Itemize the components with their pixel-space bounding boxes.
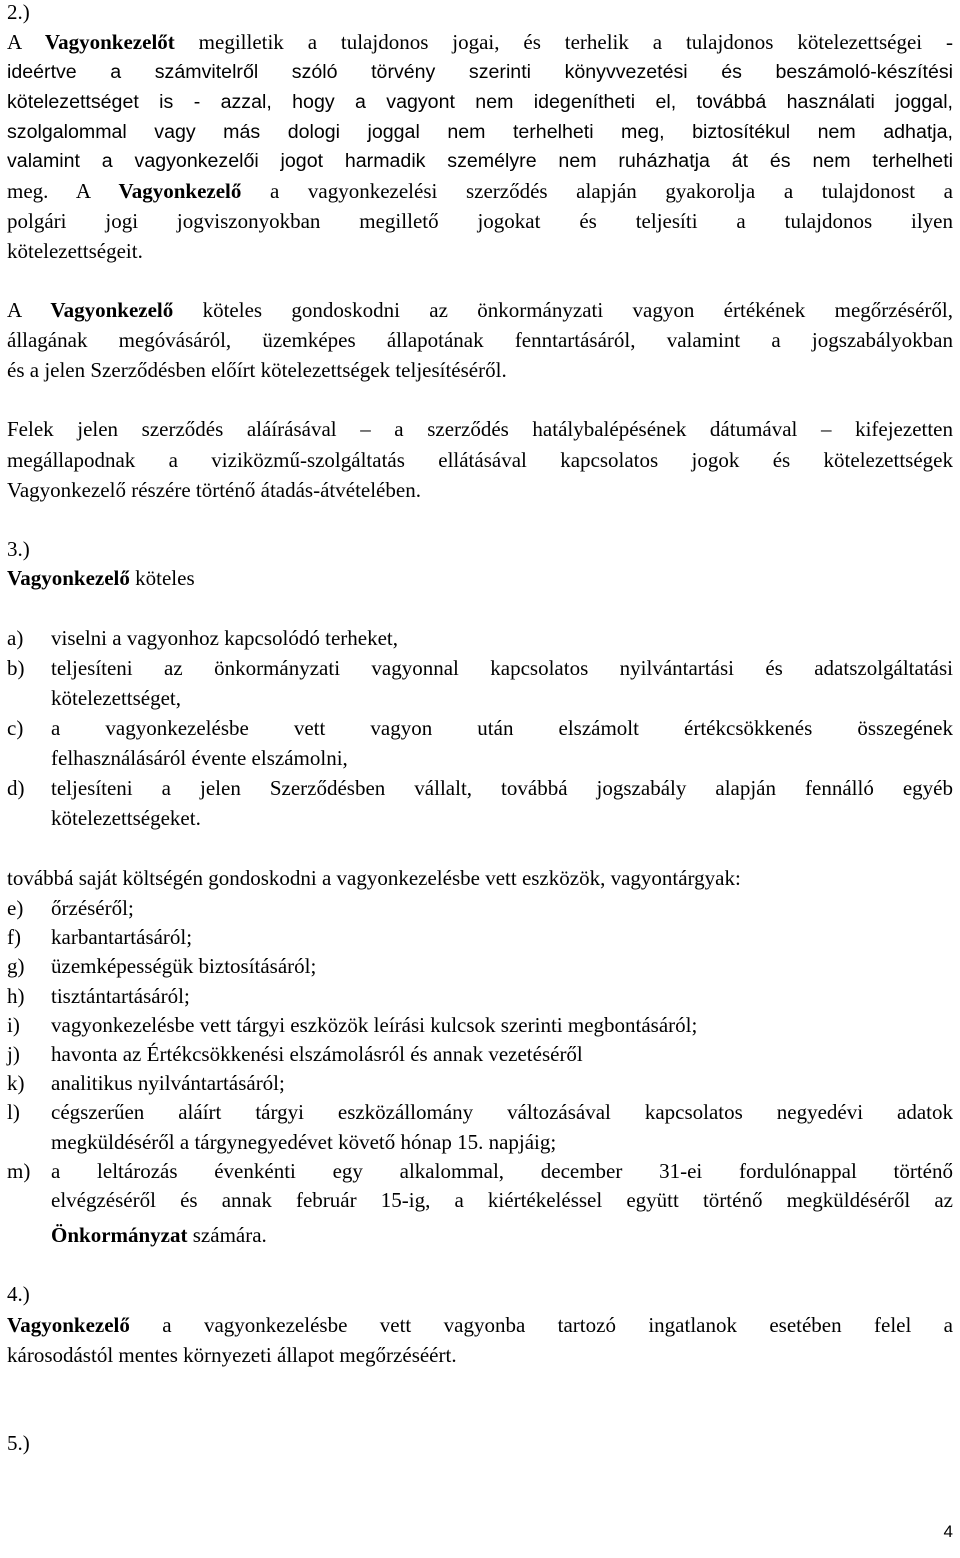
section-3-intro: [7, 566, 953, 590]
list-item-text: analitikus nyilvántartásáról;: [51, 1071, 285, 1096]
p1-line-7: [7, 209, 953, 233]
section-4-line-1: [7, 1313, 953, 1337]
list-item-label: m): [7, 1158, 31, 1183]
list-item-text: teljesíteni a jelen Szerződésben vállalt, továbbá jogszabály alapján fennálló egyéb: [51, 776, 953, 800]
vagyonkezelo-bold: Vagyonkezelő: [7, 1313, 130, 1337]
list-item-label: b): [7, 656, 25, 680]
section-4-heading: 4.): [7, 1282, 30, 1306]
text-run: kötelezettséget is - azzal, hogy a vagyont nem idegenítheti el, továbbá használati joggal,: [7, 91, 953, 113]
p2-line-3: [7, 358, 953, 382]
page-number: 4: [943, 1522, 953, 1541]
text-run: A: [7, 298, 51, 322]
vagyonkezelo-bold: Vagyonkezelő: [118, 179, 242, 203]
p1-line-1: [7, 30, 953, 54]
list-item-text: kötelezettséget,: [51, 686, 182, 710]
list-item-text: üzemképességük biztosításáról;: [51, 954, 317, 979]
list-item-label: h): [7, 983, 25, 1008]
list-item-text: felhasználásáról évente elszámolni,: [51, 746, 348, 770]
text-run: A: [7, 30, 45, 54]
vagyonkezelo-bold: Vagyonkezelőt: [44, 30, 175, 54]
list-item-text: tisztántartásáról;: [51, 983, 190, 1008]
list-item-text: a vagyonkezelésbe vett vagyon után elszámolt értékcsökkenés összegének: [51, 716, 953, 740]
text-run: valamint a vagyonkezelői jogot harmadik személyre nem ruházhatja át és nem terhelheti: [7, 150, 953, 172]
p1-line-2: [7, 60, 953, 84]
section-4-line-1-rest: a vagyonkezelésbe vett vagyonba tartozó ingatlanok esetében felel a: [129, 1313, 953, 1337]
p1-line-8: [7, 239, 953, 263]
text-run: a vagyonkezelési szerződés alapján gyakorolja a tulajdonost a: [241, 179, 953, 203]
p1-line-3: [7, 90, 953, 114]
text-run: polgári jogi jogviszonyokban megillető jogokat és teljesíti a tulajdonos ilyen: [7, 209, 953, 233]
p2-line-1: [7, 298, 953, 322]
list-item-text: megküldéséről a tárgynegyedévet követő hónap 15. napjáig;: [51, 1129, 557, 1154]
list-item-label: c): [7, 716, 24, 740]
list-item-label: k): [7, 1071, 25, 1096]
p1-line-5: [7, 149, 953, 173]
p1-line-4: [7, 120, 953, 144]
section-2-paragraph-3-line-3: Vagyonkezelő részére történő átadás-átvételében.: [7, 478, 421, 502]
section-3-heading: 3.): [7, 537, 30, 561]
list-item-label: f): [7, 925, 21, 950]
list-item-text: karbantartásáról;: [51, 925, 193, 950]
list-item-label: a): [7, 626, 24, 650]
p2-line-2: [7, 328, 953, 352]
list-item-text: őrzéséről;: [51, 896, 134, 920]
text-run: szolgalommal vagy más dologi joggal nem terhelheti meg, biztosítékul nem adhatja,: [7, 121, 953, 143]
section-2-paragraph-3-line-2: megállapodnak a viziközmű-szolgáltatás ellátásával kapcsolatos jogok és kötelezettségek: [7, 448, 953, 472]
item-m-last-rest: számára.: [187, 1223, 267, 1247]
text-run: meg. A: [7, 179, 119, 203]
vagyonkezelo-bold: Vagyonkezelő: [50, 298, 174, 322]
list-item-label: i): [7, 1012, 20, 1037]
text-run: megilletik a tulajdonos jogai, és terhelik a tulajdonos kötelezettségei -: [174, 30, 953, 54]
onkormanyzat-bold: Önkormányzat: [51, 1223, 188, 1247]
list-item-text: teljesíteni az önkormányzati vagyonnal kapcsolatos nyilvántartási és adatszolgáltatási: [51, 656, 953, 680]
vagyonkezelo-bold: Vagyonkezelő: [7, 566, 130, 590]
section-5-heading: 5.): [7, 1431, 30, 1455]
list-item-text: cégszerűen aláírt tárgyi eszközállomány változásával kapcsolatos negyedévi adatok: [51, 1100, 953, 1125]
list-item-label: l): [7, 1100, 20, 1125]
section-4-line-2: károsodástól mentes környezeti állapot megőrzéséért.: [7, 1343, 457, 1367]
list-item-label: d): [7, 776, 25, 800]
section-3-intro-rest: köteles: [129, 566, 195, 590]
text-run: állagának megóvásáról, üzemképes állapotának fenntartásáról, valamint a jogszabályokban: [7, 328, 953, 352]
item-m-last-line: [51, 1223, 953, 1247]
list-item-label: j): [7, 1042, 20, 1066]
list-item-text: viselni a vagyonhoz kapcsolódó terheket,: [51, 626, 398, 650]
list-item-text: a leltározás évenkénti egy alkalommal, december 31-ei fordulónappal történő: [51, 1158, 953, 1183]
further-obligations-intro: továbbá saját költségén gondoskodni a vagyonkezelésbe vett eszközök, vagyontárgyak:: [7, 866, 741, 890]
section-2-heading: 2.): [7, 0, 30, 24]
list-item-text: elvégzéséről és annak február 15-ig, a kiértékeléssel együtt történő megküldéséről az: [51, 1188, 953, 1212]
text-run: kötelezettségeit.: [7, 239, 143, 263]
text-run: és a jelen Szerződésben előírt kötelezettségek teljesítéséről.: [7, 358, 507, 382]
text-run: köteles gondoskodni az önkormányzati vagyon értékének megőrzéséről,: [173, 298, 953, 322]
list-item-label: g): [7, 954, 25, 979]
section-2-paragraph-3-line-1: Felek jelen szerződés aláírásával – a szerződés hatálybalépésének dátumával – kifejezetten: [7, 417, 953, 441]
text-run: ideértve a számvitelről szóló törvény szerinti könyvvezetési és beszámoló-készítési: [7, 61, 953, 83]
list-item-text: vagyonkezelésbe vett tárgyi eszközök leírási kulcsok szerinti megbontásáról;: [51, 1012, 698, 1037]
p1-line-6: [7, 179, 953, 203]
list-item-label: e): [7, 896, 24, 920]
list-item-text: havonta az Értékcsökkenési elszámolásról és annak vezetéséről: [51, 1042, 583, 1066]
list-item-text: kötelezettségeket.: [51, 806, 201, 830]
